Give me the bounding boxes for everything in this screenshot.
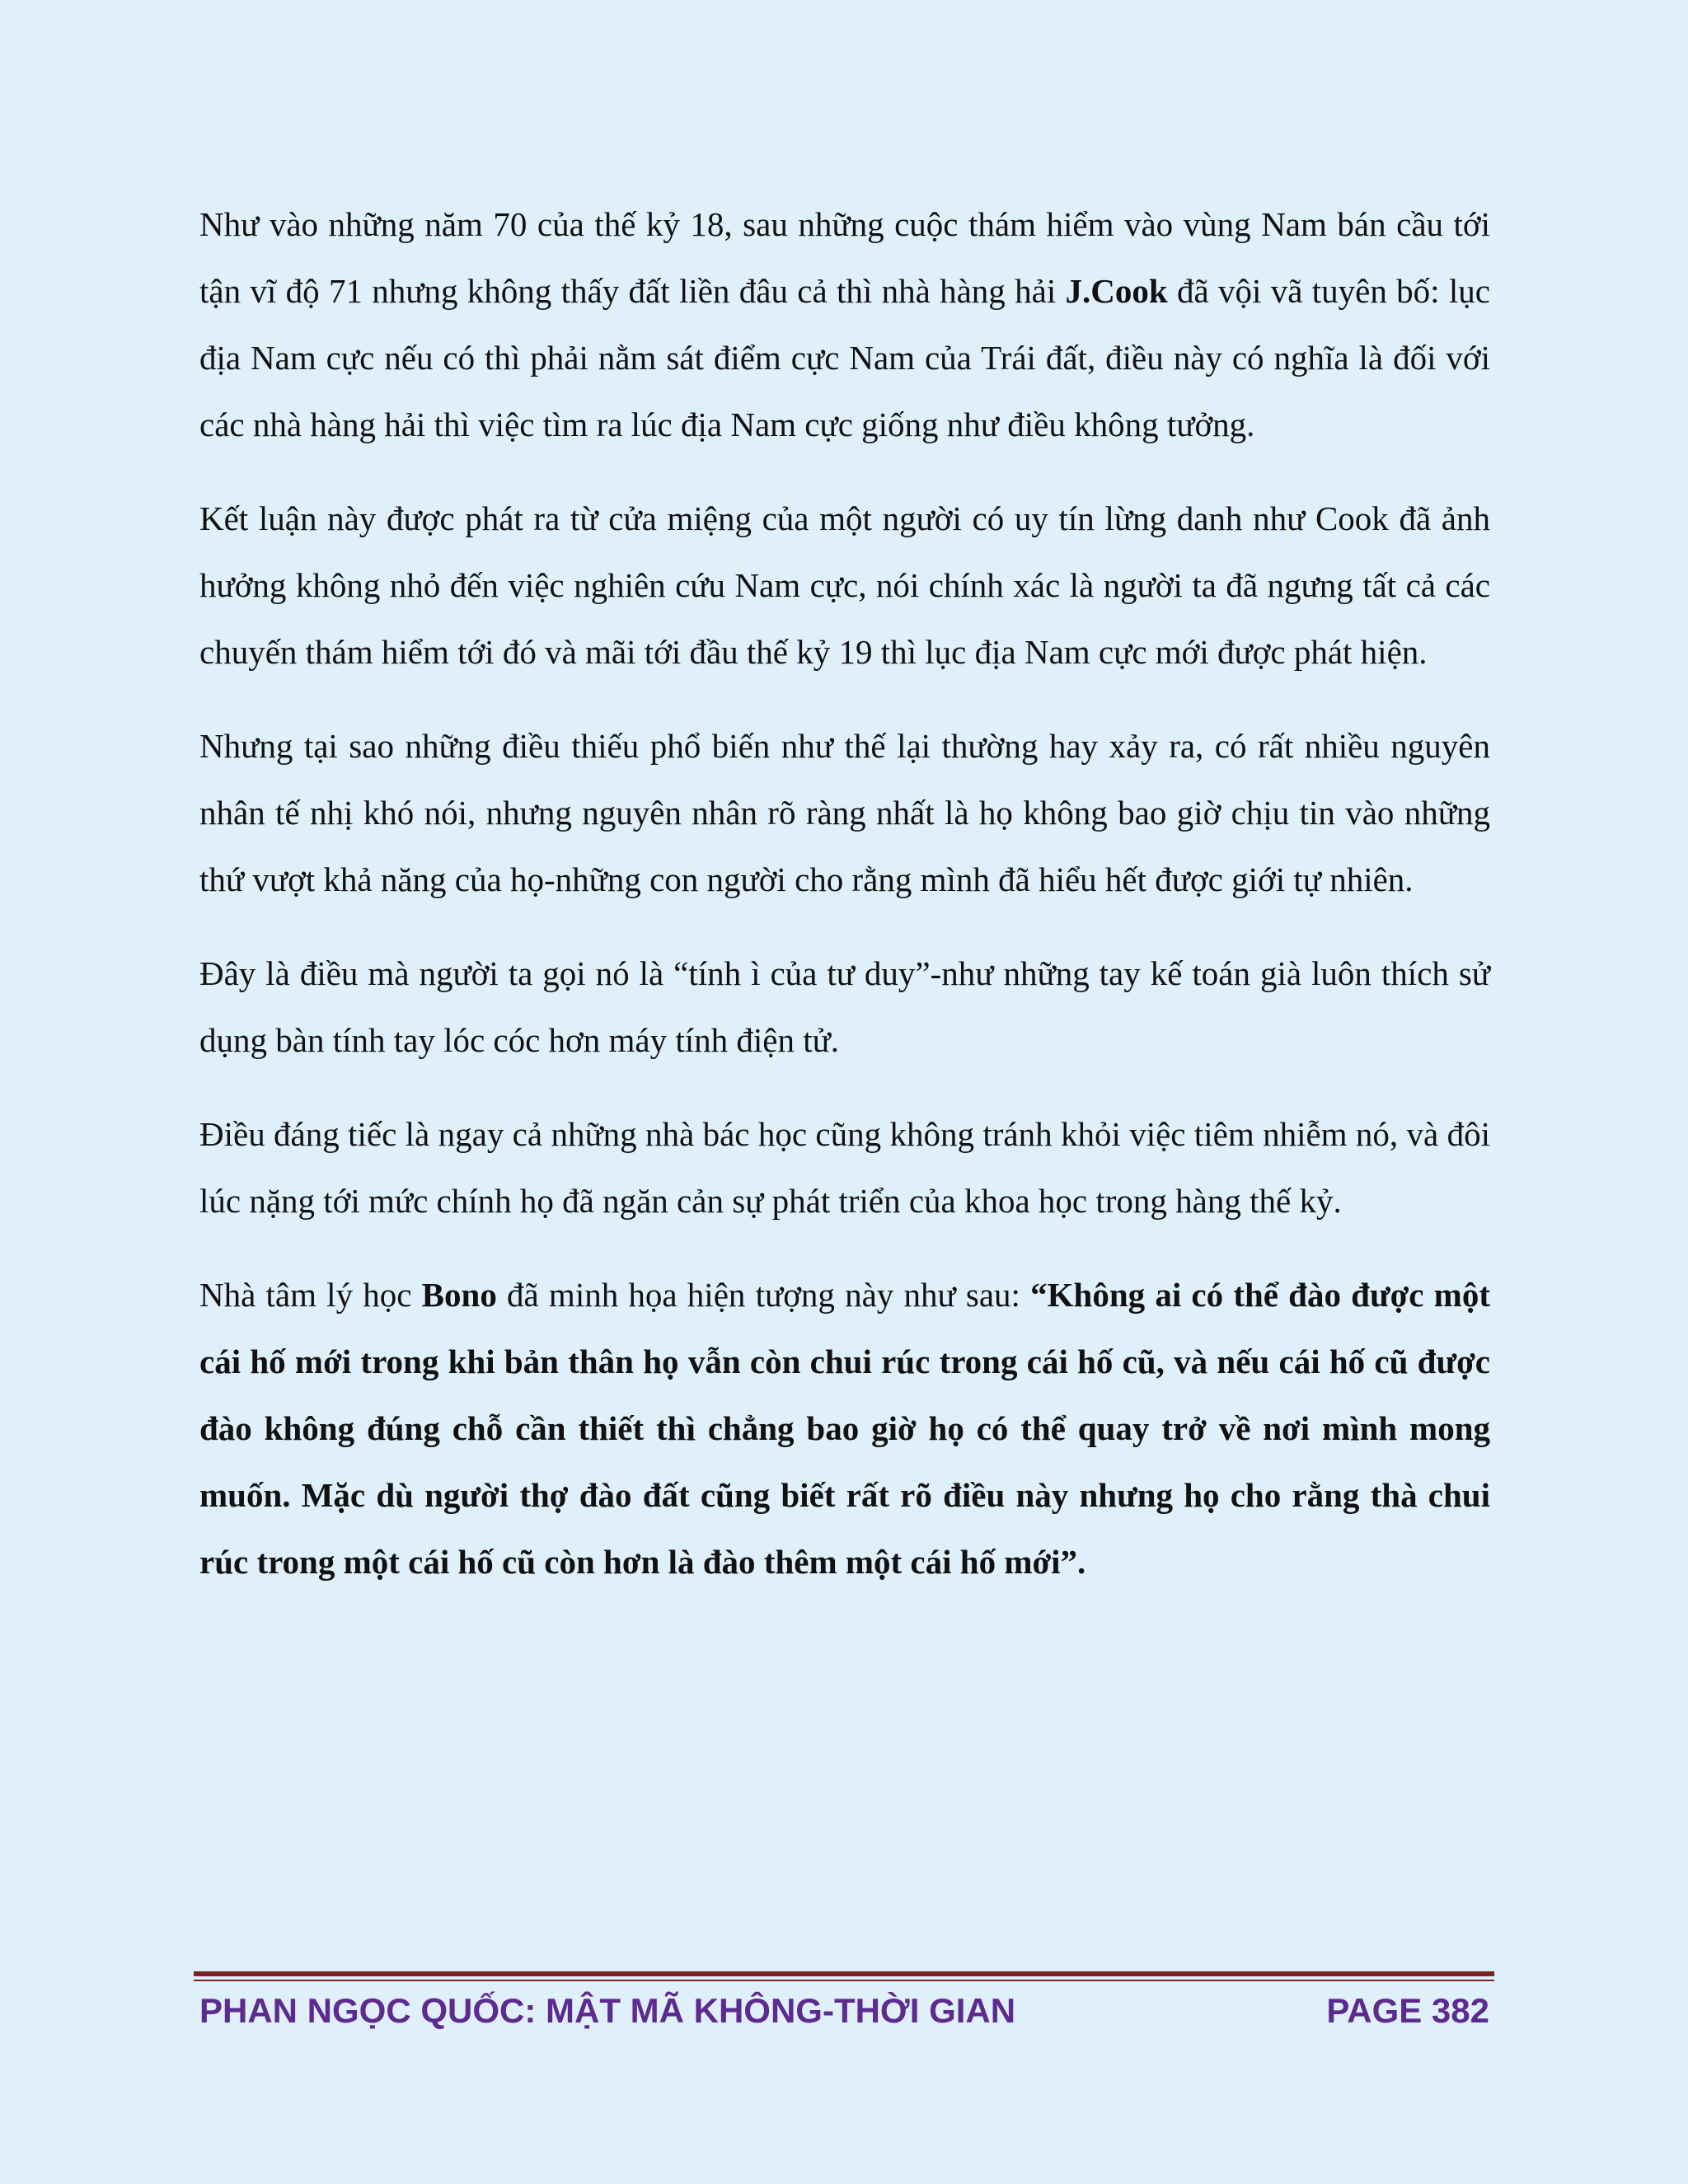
page-body — [199, 191, 1490, 1623]
paragraph-3 — [199, 713, 1490, 913]
footer-page-number: PAGE 382 — [1326, 1991, 1489, 2030]
paragraph-4-text: Đây là điều mà người ta gọi nó là “tính ì của tư duy”-như những tay kế toán già luôn thích sử dụng bàn tính tay lóc cóc hơn máy tính điện tử. — [199, 954, 1490, 1059]
footer-book-title: PHAN NGỌC QUỐC: MẬT MÃ KHÔNG-THỜI GIAN — [199, 1991, 1016, 2030]
footer-rule-thin — [194, 1980, 1494, 1981]
paragraph-1-text-a: Như vào những năm 70 của thế kỷ 18, sau những cuộc thám hiểm vào vùng Nam bán cầu tới tận vĩ độ 71 nhưng không thấy đất liền đâu cả thì nhà hàng hải — [199, 205, 1490, 310]
paragraph-6-text-a: Nhà tâm lý học — [199, 1276, 422, 1314]
paragraph-5 — [199, 1101, 1490, 1235]
paragraph-6 — [199, 1262, 1490, 1596]
paragraph-3-text: Nhưng tại sao những điều thiếu phổ biến như thế lại thường hay xảy ra, có rất nhiều nguyên nhân tế nhị khó nói, nhưng nguyên nhân rõ ràng nhất là họ không bao giờ chịu tin vào những thứ vượt khả năng của họ-những con người cho rằng mình đã hiểu hết được giới tự nhiên. — [199, 727, 1490, 898]
paragraph-4 — [199, 940, 1490, 1074]
paragraph-6-text-b: đã minh họa hiện tượng này như sau: — [496, 1276, 1031, 1314]
footer-rule-thick — [194, 1971, 1494, 1976]
person-name-jcook: J.Cook — [1065, 272, 1168, 310]
paragraph-5-text: Điều đáng tiếc là ngay cả những nhà bác học cũng không tránh khỏi việc tiêm nhiễm nó, và đôi lúc nặng tới mức chính họ đã ngăn cản sự phát triển của khoa học trong hàng thế kỷ. — [199, 1115, 1490, 1220]
bono-quote: “Không ai có thể đào được một cái hố mới trong khi bản thân họ vẫn còn chui rúc trong cái hố cũ, và nếu cái hố cũ được đào không đúng chỗ cần thiết thì chẳng bao giờ họ có thể quay trở về nơi mình mong muốn. Mặc dù người thợ đào đất cũng biết rất rõ điều này nhưng họ cho rằng thà chui rúc trong một cái hố cũ còn hơn là đào thêm một cái hố mới”. — [199, 1276, 1490, 1581]
paragraph-2 — [199, 485, 1490, 686]
paragraph-2-text: Kết luận này được phát ra từ cửa miệng của một người có uy tín lừng danh như Cook đã ảnh hưởng không nhỏ đến việc nghiên cứu Nam cực, nói chính xác là người ta đã ngưng tất cả các chuyến thám hiểm tới đó và mãi tới đầu thế kỷ 19 thì lục địa Nam cực mới được phát hiện. — [199, 499, 1490, 671]
person-name-bono: Bono — [421, 1276, 497, 1314]
paragraph-1 — [199, 191, 1490, 458]
paragraph-1-text-b: đã vội vã tuyên bố: lục địa Nam cực nếu có thì phải nằm sát điểm cực Nam của Trái đất, điều này có nghĩa là đối với các nhà hàng hải thì việc tìm ra lúc địa Nam cực giống như điều không tưởng. — [199, 272, 1490, 443]
